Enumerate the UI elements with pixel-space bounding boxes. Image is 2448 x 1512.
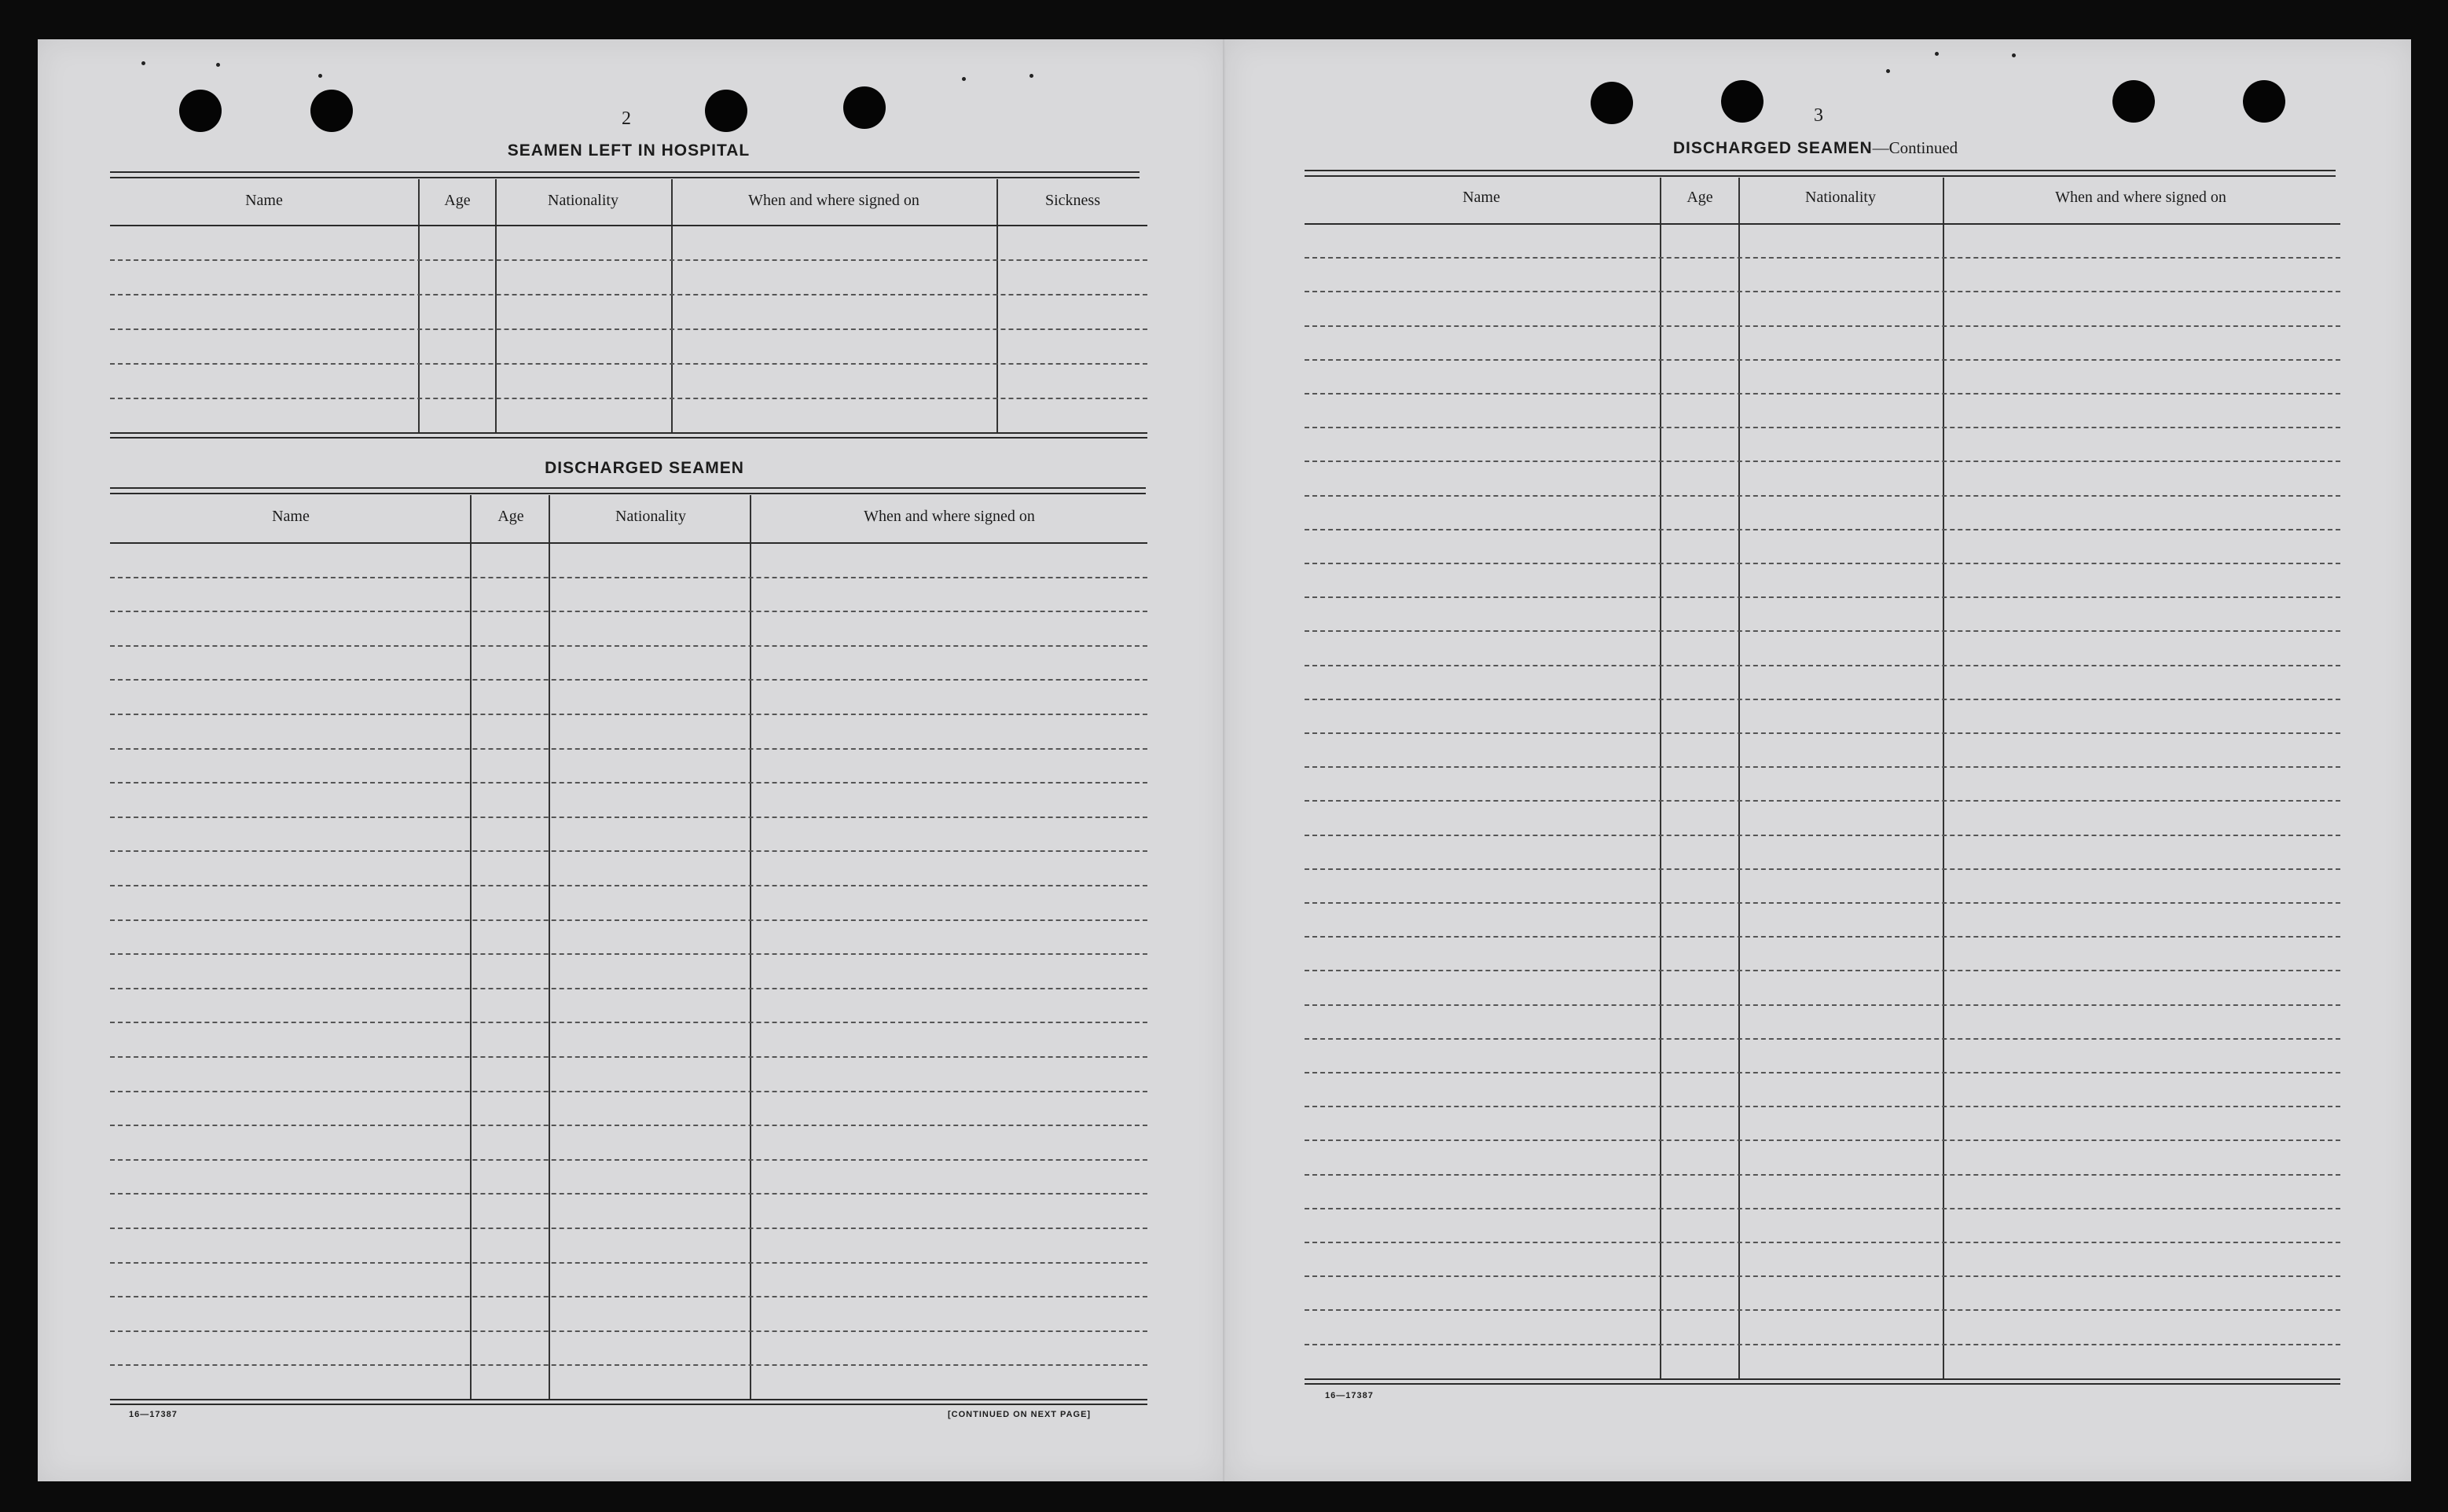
table-row-line (1305, 1140, 2340, 1141)
page-number: 2 (622, 108, 631, 129)
table-row-line (1305, 1344, 2340, 1345)
table-row-line (1305, 936, 2340, 938)
table-row-line (110, 1091, 1147, 1092)
hospital-col-divider (495, 179, 497, 432)
table-row-line (110, 577, 1147, 578)
table-row-line (110, 645, 1147, 647)
form-code: 16—17387 (129, 1410, 178, 1419)
table-row-line (1305, 1208, 2340, 1209)
discharged-col-age: Age (497, 508, 524, 525)
table-row-line (110, 1228, 1147, 1229)
table-row-line (1305, 359, 2340, 361)
table-row-line (1305, 1106, 2340, 1107)
right-page (1226, 39, 2411, 1481)
discharged-section-title: DISCHARGED SEAMEN (545, 459, 744, 477)
hospital-header-rule (110, 225, 1147, 226)
continued-col-divider (1943, 178, 1944, 1380)
hospital-col-age: Age (444, 192, 471, 209)
table-row-line (1305, 665, 2340, 666)
table-row-line (110, 1262, 1147, 1264)
punch-hole (1591, 82, 1633, 124)
table-row-line (1305, 902, 2340, 904)
scan-speck (962, 77, 966, 81)
table-row-line (110, 817, 1147, 818)
table-row-line (1305, 529, 2340, 530)
punch-hole (2112, 80, 2155, 123)
discharged-top-rule (110, 487, 1146, 494)
scan-speck (141, 61, 145, 65)
table-row-line (1305, 1072, 2340, 1073)
table-row-line (1305, 461, 2340, 462)
scan-speck (216, 63, 220, 67)
table-row-line (1305, 1242, 2340, 1243)
table-row-line (110, 1330, 1147, 1332)
continued-col-age: Age (1686, 189, 1713, 206)
table-row-line (1305, 766, 2340, 768)
discharged-continued-title-main: DISCHARGED SEAMEN (1672, 139, 1873, 157)
discharged-col-nationality: Nationality (615, 508, 686, 525)
continued-col-name: Name (1463, 189, 1500, 206)
discharged-continued-top-rule (1305, 170, 2336, 177)
hospital-section-title: SEAMEN LEFT IN HOSPITAL (507, 141, 751, 160)
discharged-bottom-rule (110, 1399, 1147, 1400)
discharged-header-rule (110, 542, 1147, 544)
hospital-col-divider (996, 179, 998, 432)
hospital-top-rule (110, 171, 1140, 178)
punch-hole (179, 90, 222, 132)
continued-header-rule (1305, 223, 2340, 225)
table-row-line (1305, 257, 2340, 259)
table-row-line (110, 1022, 1147, 1023)
hospital-row-line (110, 328, 1147, 330)
hospital-row-line (110, 259, 1147, 261)
page-number: 3 (1814, 105, 1823, 126)
punch-hole (2243, 80, 2285, 123)
scan-speck (1935, 52, 1939, 56)
table-row-line (110, 953, 1147, 955)
scan-speck (318, 74, 322, 78)
hospital-col-sickness: Sickness (1045, 192, 1100, 209)
hospital-row-line (110, 398, 1147, 399)
table-row-line (110, 1193, 1147, 1195)
table-row-line (1305, 325, 2340, 327)
punch-hole (1721, 80, 1764, 123)
table-row-line (1305, 393, 2340, 395)
table-row-line (110, 988, 1147, 989)
table-row-line (1305, 868, 2340, 870)
scan-speck (2012, 53, 2016, 57)
table-row-line (1305, 1174, 2340, 1176)
continued-col-divider (1738, 178, 1740, 1380)
hospital-row-line (110, 294, 1147, 295)
table-row-line (110, 1296, 1147, 1297)
continued-col-nationality: Nationality (1805, 189, 1876, 206)
discharged-continued-suffix: —Continued (1872, 138, 1958, 157)
table-row-line (110, 885, 1147, 886)
table-row-line (110, 714, 1147, 715)
hospital-row-line (110, 363, 1147, 365)
discharged-col-name: Name (272, 508, 310, 525)
table-row-line (1305, 732, 2340, 734)
table-row-line (1305, 699, 2340, 700)
punch-hole (843, 86, 886, 129)
table-row-line (1305, 1309, 2340, 1311)
table-row-line (110, 1159, 1147, 1161)
left-page (38, 39, 1224, 1481)
hospital-col-divider (671, 179, 673, 432)
table-row-line (1305, 495, 2340, 497)
hospital-col-name: Name (245, 192, 283, 209)
continued-col-divider (1660, 178, 1661, 1380)
table-row-line (1305, 630, 2340, 632)
table-row-line (110, 1125, 1147, 1126)
hospital-bottom-rule (110, 437, 1147, 439)
discharged-continued-title (1540, 138, 2090, 158)
scan-speck (1886, 69, 1890, 73)
hospital-col-divider (418, 179, 420, 432)
table-row-line (1305, 835, 2340, 836)
hospital-col-nationality: Nationality (548, 192, 618, 209)
table-row-line (1305, 596, 2340, 598)
continued-bottom-rule (1305, 1383, 2340, 1385)
table-row-line (110, 1364, 1147, 1366)
continued-col-signed-on: When and where signed on (2055, 189, 2226, 206)
table-row-line (1305, 427, 2340, 428)
hospital-col-signed-on: When and where signed on (748, 192, 919, 209)
table-row-line (1305, 800, 2340, 802)
punch-hole (310, 90, 353, 132)
table-row-line (1305, 291, 2340, 292)
form-code: 16—17387 (1325, 1391, 1374, 1400)
table-row-line (1305, 563, 2340, 564)
punch-hole (705, 90, 747, 132)
discharged-col-signed-on: When and where signed on (864, 508, 1035, 525)
discharged-bottom-rule (110, 1404, 1147, 1405)
table-row-line (110, 919, 1147, 921)
table-row-line (110, 850, 1147, 852)
scan-speck (1029, 74, 1033, 78)
table-row-line (1305, 1004, 2340, 1006)
table-row-line (1305, 1038, 2340, 1040)
table-row-line (110, 748, 1147, 750)
table-row-line (1305, 1275, 2340, 1277)
table-row-line (110, 1056, 1147, 1058)
table-row-line (110, 679, 1147, 681)
continued-bottom-rule (1305, 1378, 2340, 1380)
table-row-line (110, 611, 1147, 612)
continued-note: [CONTINUED ON NEXT PAGE] (948, 1410, 1092, 1419)
hospital-bottom-rule (110, 432, 1147, 434)
table-row-line (1305, 970, 2340, 971)
table-row-line (110, 782, 1147, 784)
